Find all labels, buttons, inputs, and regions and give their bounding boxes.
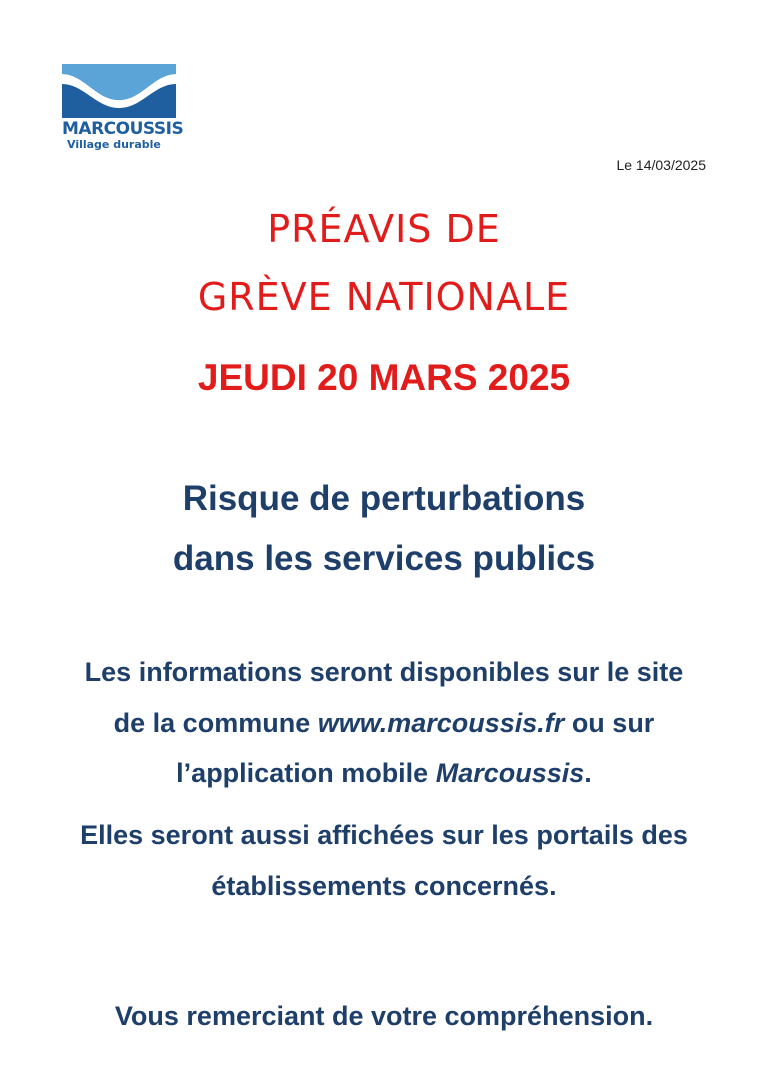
app-name: Marcoussis [435, 758, 585, 788]
info-line-2-suffix: ou sur [564, 708, 655, 738]
info-line-2 [0, 706, 768, 740]
risk-line-2: dans les services publics [172, 539, 596, 578]
logo-wave-icon [62, 64, 176, 118]
info-line-5: établissements concernés. [211, 871, 557, 901]
title-line-2: GRÈVE NATIONALE [197, 275, 571, 319]
info-line-2-prefix: de la commune [113, 708, 318, 738]
thanks-message: Vous remerciant de votre compréhension. [114, 1001, 654, 1031]
logo-name: MARCOUSSIS [62, 119, 184, 139]
event-date: JEUDI 20 MARS 2025 [197, 357, 571, 398]
info-line-3-suffix: . [584, 758, 592, 788]
logo-tagline: Village durable [67, 138, 161, 151]
marcoussis-logo [62, 64, 184, 152]
info-line-3 [0, 756, 768, 790]
risk-line-1: Risque de perturbations [182, 479, 586, 518]
title-line-1: PRÉAVIS DE [267, 207, 501, 251]
info-line-1: Les informations seront disponibles sur le site [84, 657, 684, 687]
info-line-4: Elles seront aussi affichées sur les portails des [80, 820, 688, 850]
info-line-3-prefix: l’application mobile [176, 758, 436, 788]
issue-date: Le 14/03/2025 [616, 157, 706, 173]
website-link[interactable]: www.marcoussis.fr [317, 708, 565, 738]
